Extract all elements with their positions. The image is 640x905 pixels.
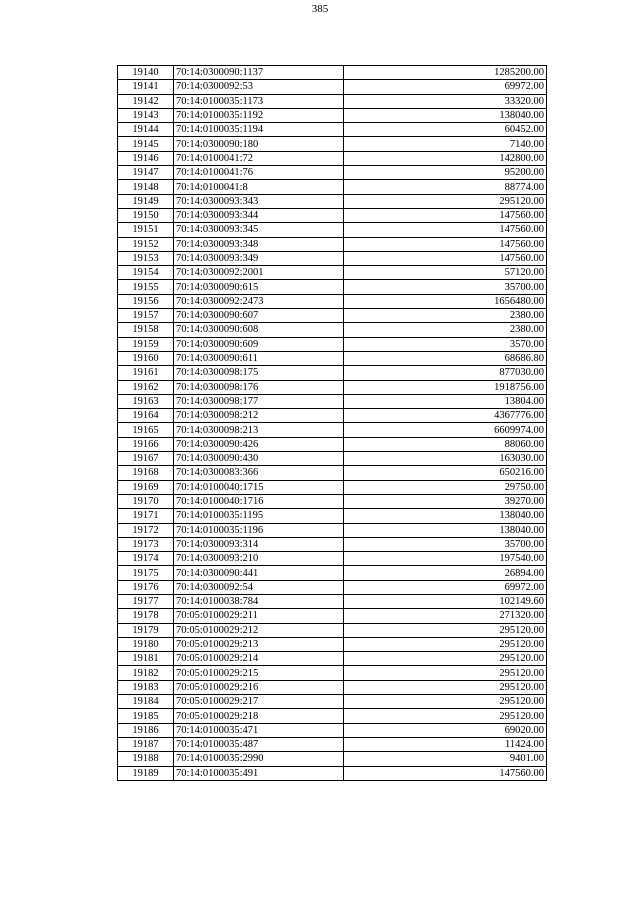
table-row <box>118 752 547 766</box>
table-row <box>118 66 547 80</box>
row-number-cell: 19171 <box>118 509 174 523</box>
row-number-cell: 19175 <box>118 566 174 580</box>
cadastral-number-cell: 70:14:0300093:345 <box>174 223 344 237</box>
table-row <box>118 409 547 423</box>
row-number-cell: 19154 <box>118 266 174 280</box>
cadastral-number-cell: 70:05:0100029:211 <box>174 609 344 623</box>
row-number-cell: 19155 <box>118 280 174 294</box>
cadastral-value-cell: 9401.00 <box>344 752 547 766</box>
row-number-cell: 19183 <box>118 680 174 694</box>
table-row <box>118 280 547 294</box>
cadastral-number-cell: 70:14:0100035:487 <box>174 737 344 751</box>
table-row <box>118 494 547 508</box>
table-row <box>118 480 547 494</box>
table-row <box>118 251 547 265</box>
row-number-cell: 19174 <box>118 552 174 566</box>
row-number-cell: 19143 <box>118 108 174 122</box>
row-number-cell: 19187 <box>118 737 174 751</box>
cadastral-value-cell: 138040.00 <box>344 523 547 537</box>
cadastral-value-cell: 295120.00 <box>344 666 547 680</box>
cadastral-number-cell: 70:14:0100035:1173 <box>174 94 344 108</box>
row-number-cell: 19157 <box>118 309 174 323</box>
table-row <box>118 337 547 351</box>
row-number-cell: 19156 <box>118 294 174 308</box>
cadastral-value-cell: 295120.00 <box>344 709 547 723</box>
cadastral-value-cell: 1285200.00 <box>344 66 547 80</box>
page-number: 385 <box>311 3 329 15</box>
table-row <box>118 266 547 280</box>
cadastral-number-cell: 70:14:0100040:1715 <box>174 480 344 494</box>
table-row <box>118 351 547 365</box>
cadastral-value-cell: 1656480.00 <box>344 294 547 308</box>
table-row <box>118 723 547 737</box>
table-row <box>118 695 547 709</box>
cadastral-number-cell: 70:14:0300090:441 <box>174 566 344 580</box>
table-row <box>118 566 547 580</box>
cadastral-number-cell: 70:14:0300098:177 <box>174 394 344 408</box>
cadastral-number-cell: 70:14:0300093:349 <box>174 251 344 265</box>
cadastral-number-cell: 70:14:0300090:430 <box>174 452 344 466</box>
cadastral-value-cell: 138040.00 <box>344 108 547 122</box>
cadastral-number-cell: 70:14:0100035:1194 <box>174 123 344 137</box>
row-number-cell: 19179 <box>118 623 174 637</box>
row-number-cell: 19170 <box>118 494 174 508</box>
cadastral-number-cell: 70:14:0300090:1137 <box>174 66 344 80</box>
row-number-cell: 19149 <box>118 194 174 208</box>
cadastral-number-cell: 70:14:0300092:54 <box>174 580 344 594</box>
row-number-cell: 19146 <box>118 151 174 165</box>
cadastral-number-cell: 70:05:0100029:217 <box>174 695 344 709</box>
cadastral-number-cell: 70:14:0300092:2473 <box>174 294 344 308</box>
row-number-cell: 19167 <box>118 452 174 466</box>
cadastral-value-cell: 2380.00 <box>344 309 547 323</box>
cadastral-value-cell: 69972.00 <box>344 580 547 594</box>
table-row <box>118 437 547 451</box>
cadastral-number-cell: 70:14:0300092:2001 <box>174 266 344 280</box>
cadastral-number-cell: 70:14:0300098:176 <box>174 380 344 394</box>
table-row <box>118 623 547 637</box>
cadastral-value-cell: 102149.60 <box>344 594 547 608</box>
row-number-cell: 19163 <box>118 394 174 408</box>
row-number-cell: 19164 <box>118 409 174 423</box>
row-number-cell: 19185 <box>118 709 174 723</box>
cadastral-number-cell: 70:14:0300093:343 <box>174 194 344 208</box>
cadastral-number-cell: 70:14:0300093:210 <box>174 552 344 566</box>
cadastral-value-cell: 3570.00 <box>344 337 547 351</box>
table-row <box>118 237 547 251</box>
cadastral-value-cell: 95200.00 <box>344 166 547 180</box>
row-number-cell: 19160 <box>118 351 174 365</box>
row-number-cell: 19140 <box>118 66 174 80</box>
cadastral-number-cell: 70:14:0300093:314 <box>174 537 344 551</box>
cadastral-number-cell: 70:14:0300090:426 <box>174 437 344 451</box>
table-row <box>118 294 547 308</box>
row-number-cell: 19173 <box>118 537 174 551</box>
row-number-cell: 19162 <box>118 380 174 394</box>
row-number-cell: 19189 <box>118 766 174 780</box>
cadastral-number-cell: 70:05:0100029:212 <box>174 623 344 637</box>
table-row <box>118 652 547 666</box>
cadastral-value-cell: 142800.00 <box>344 151 547 165</box>
table-row <box>118 537 547 551</box>
cadastral-number-cell: 70:14:0100035:1196 <box>174 523 344 537</box>
row-number-cell: 19153 <box>118 251 174 265</box>
table-row <box>118 594 547 608</box>
cadastral-number-cell: 70:14:0300090:609 <box>174 337 344 351</box>
cadastral-number-cell: 70:05:0100029:214 <box>174 652 344 666</box>
cadastral-value-cell: 13804.00 <box>344 394 547 408</box>
row-number-cell: 19188 <box>118 752 174 766</box>
cadastral-number-cell: 70:14:0300090:180 <box>174 137 344 151</box>
cadastral-number-cell: 70:14:0300083:366 <box>174 466 344 480</box>
table-row <box>118 151 547 165</box>
cadastral-value-cell: 69972.00 <box>344 80 547 94</box>
cadastral-number-cell: 70:14:0300098:175 <box>174 366 344 380</box>
cadastral-value-cell: 88060.00 <box>344 437 547 451</box>
cadastral-number-cell: 70:05:0100029:216 <box>174 680 344 694</box>
cadastral-value-cell: 33320.00 <box>344 94 547 108</box>
table-row <box>118 509 547 523</box>
cadastral-value-cell: 6609974.00 <box>344 423 547 437</box>
table-body <box>118 66 547 781</box>
cadastral-number-cell: 70:14:0300098:213 <box>174 423 344 437</box>
row-number-cell: 19178 <box>118 609 174 623</box>
row-number-cell: 19184 <box>118 695 174 709</box>
row-number-cell: 19182 <box>118 666 174 680</box>
cadastral-value-cell: 29750.00 <box>344 480 547 494</box>
table-row <box>118 137 547 151</box>
cadastral-value-cell: 147560.00 <box>344 208 547 222</box>
row-number-cell: 19148 <box>118 180 174 194</box>
cadastral-value-cell: 39270.00 <box>344 494 547 508</box>
cadastral-value-cell: 295120.00 <box>344 637 547 651</box>
cadastral-value-cell: 295120.00 <box>344 194 547 208</box>
cadastral-number-cell: 70:14:0100041:8 <box>174 180 344 194</box>
row-number-cell: 19159 <box>118 337 174 351</box>
cadastral-number-cell: 70:14:0300092:53 <box>174 80 344 94</box>
cadastral-value-cell: 877030.00 <box>344 366 547 380</box>
cadastral-value-cell: 88774.00 <box>344 180 547 194</box>
cadastral-value-cell: 295120.00 <box>344 652 547 666</box>
table-row <box>118 423 547 437</box>
row-number-cell: 19177 <box>118 594 174 608</box>
cadastral-value-table <box>117 65 547 781</box>
cadastral-value-cell: 295120.00 <box>344 623 547 637</box>
cadastral-value-cell: 271320.00 <box>344 609 547 623</box>
table-row <box>118 737 547 751</box>
cadastral-number-cell: 70:14:0100038:784 <box>174 594 344 608</box>
row-number-cell: 19158 <box>118 323 174 337</box>
cadastral-value-cell: 147560.00 <box>344 223 547 237</box>
table-row <box>118 466 547 480</box>
row-number-cell: 19169 <box>118 480 174 494</box>
cadastral-number-cell: 70:14:0100041:72 <box>174 151 344 165</box>
cadastral-value-cell: 35700.00 <box>344 537 547 551</box>
table-row <box>118 94 547 108</box>
table-row <box>118 123 547 137</box>
table-row <box>118 666 547 680</box>
cadastral-value-cell: 69020.00 <box>344 723 547 737</box>
cadastral-number-cell: 70:14:0300093:344 <box>174 208 344 222</box>
table-row <box>118 452 547 466</box>
table-row <box>118 80 547 94</box>
row-number-cell: 19147 <box>118 166 174 180</box>
row-number-cell: 19142 <box>118 94 174 108</box>
cadastral-number-cell: 70:14:0300093:348 <box>174 237 344 251</box>
table-row <box>118 108 547 122</box>
cadastral-number-cell: 70:14:0100040:1716 <box>174 494 344 508</box>
row-number-cell: 19166 <box>118 437 174 451</box>
table-row <box>118 580 547 594</box>
row-number-cell: 19144 <box>118 123 174 137</box>
cadastral-value-cell: 7140.00 <box>344 137 547 151</box>
cadastral-value-cell: 295120.00 <box>344 695 547 709</box>
table-row <box>118 523 547 537</box>
cadastral-number-cell: 70:05:0100029:213 <box>174 637 344 651</box>
table-row <box>118 637 547 651</box>
cadastral-value-cell: 138040.00 <box>344 509 547 523</box>
cadastral-value-cell: 1918756.00 <box>344 380 547 394</box>
cadastral-number-cell: 70:14:0300090:608 <box>174 323 344 337</box>
cadastral-number-cell: 70:14:0300090:615 <box>174 280 344 294</box>
cadastral-value-cell: 147560.00 <box>344 237 547 251</box>
cadastral-number-cell: 70:14:0100035:491 <box>174 766 344 780</box>
cadastral-number-cell: 70:14:0100041:76 <box>174 166 344 180</box>
cadastral-number-cell: 70:14:0300098:212 <box>174 409 344 423</box>
cadastral-value-cell: 57120.00 <box>344 266 547 280</box>
cadastral-value-cell: 4367776.00 <box>344 409 547 423</box>
row-number-cell: 19141 <box>118 80 174 94</box>
cadastral-value-cell: 163030.00 <box>344 452 547 466</box>
row-number-cell: 19168 <box>118 466 174 480</box>
cadastral-value-cell: 26894.00 <box>344 566 547 580</box>
cadastral-value-cell: 650216.00 <box>344 466 547 480</box>
row-number-cell: 19180 <box>118 637 174 651</box>
row-number-cell: 19181 <box>118 652 174 666</box>
cadastral-value-cell: 147560.00 <box>344 251 547 265</box>
cadastral-number-cell: 70:05:0100029:218 <box>174 709 344 723</box>
cadastral-value-cell: 60452.00 <box>344 123 547 137</box>
row-number-cell: 19186 <box>118 723 174 737</box>
row-number-cell: 19176 <box>118 580 174 594</box>
cadastral-number-cell: 70:14:0100035:471 <box>174 723 344 737</box>
table-row <box>118 223 547 237</box>
cadastral-value-cell: 147560.00 <box>344 766 547 780</box>
row-number-cell: 19151 <box>118 223 174 237</box>
table-row <box>118 394 547 408</box>
table-row <box>118 609 547 623</box>
cadastral-number-cell: 70:14:0100035:1192 <box>174 108 344 122</box>
table-row <box>118 766 547 780</box>
cadastral-number-cell: 70:14:0300090:611 <box>174 351 344 365</box>
table-row <box>118 680 547 694</box>
cadastral-value-cell: 11424.00 <box>344 737 547 751</box>
cadastral-value-cell: 197540.00 <box>344 552 547 566</box>
cadastral-value-cell: 68686.80 <box>344 351 547 365</box>
cadastral-number-cell: 70:14:0300090:607 <box>174 309 344 323</box>
row-number-cell: 19152 <box>118 237 174 251</box>
table-row <box>118 380 547 394</box>
table-row <box>118 194 547 208</box>
table-row <box>118 166 547 180</box>
cadastral-value-cell: 2380.00 <box>344 323 547 337</box>
row-number-cell: 19161 <box>118 366 174 380</box>
table-row <box>118 309 547 323</box>
table-row <box>118 323 547 337</box>
table-row <box>118 709 547 723</box>
row-number-cell: 19165 <box>118 423 174 437</box>
cadastral-value-cell: 295120.00 <box>344 680 547 694</box>
table-row <box>118 208 547 222</box>
cadastral-number-cell: 70:05:0100029:215 <box>174 666 344 680</box>
cadastral-number-cell: 70:14:0100035:2990 <box>174 752 344 766</box>
table-row <box>118 366 547 380</box>
row-number-cell: 19145 <box>118 137 174 151</box>
table-row <box>118 552 547 566</box>
table-row <box>118 180 547 194</box>
row-number-cell: 19172 <box>118 523 174 537</box>
cadastral-number-cell: 70:14:0100035:1195 <box>174 509 344 523</box>
row-number-cell: 19150 <box>118 208 174 222</box>
cadastral-value-cell: 35700.00 <box>344 280 547 294</box>
